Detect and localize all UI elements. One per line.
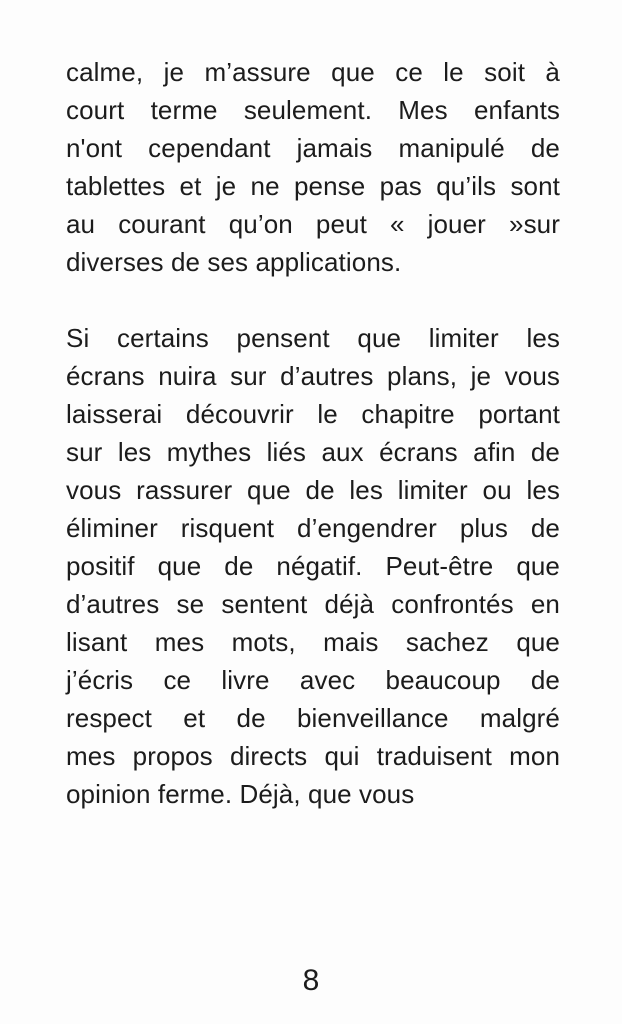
- text-line: court terme seulement. Mes enfants: [66, 95, 560, 125]
- text-line: positif que de négatif. Peut-être que: [66, 551, 560, 581]
- text-line: n'ont cependant jamais manipulé de: [66, 133, 560, 163]
- text-line: sur les mythes liés aux écrans afin de: [66, 437, 560, 467]
- paragraph-1: [66, 53, 560, 281]
- text-line: opinion ferme. Déjà, que vous: [66, 779, 415, 809]
- text-line: vous rassurer que de les limiter ou les: [66, 475, 560, 505]
- text-line: lisant mes mots, mais sachez que: [66, 627, 560, 657]
- text-line: Si certains pensent que limiter les: [66, 323, 560, 353]
- text-line: au courant qu’on peut « jouer »sur: [66, 209, 560, 239]
- page-number: 8: [302, 964, 320, 997]
- text-line: diverses de ses applications.: [66, 247, 402, 277]
- text-line: laisserai découvrir le chapitre portant: [66, 399, 560, 429]
- text-line: j’écris ce livre avec beaucoup de: [66, 665, 560, 695]
- text-line: calme, je m’assure que ce le soit à: [66, 57, 560, 87]
- text-line: respect et de bienveillance malgré: [66, 703, 560, 733]
- text-line: écrans nuira sur d’autres plans, je vous: [66, 361, 560, 391]
- text-line: d’autres se sentent déjà confrontés en: [66, 589, 560, 619]
- text-line: éliminer risquent d’engendrer plus de: [66, 513, 560, 543]
- paragraph-2: [66, 319, 560, 813]
- text-line: tablettes et je ne pense pas qu’ils sont: [66, 171, 560, 201]
- text-line: mes propos directs qui traduisent mon: [66, 741, 560, 771]
